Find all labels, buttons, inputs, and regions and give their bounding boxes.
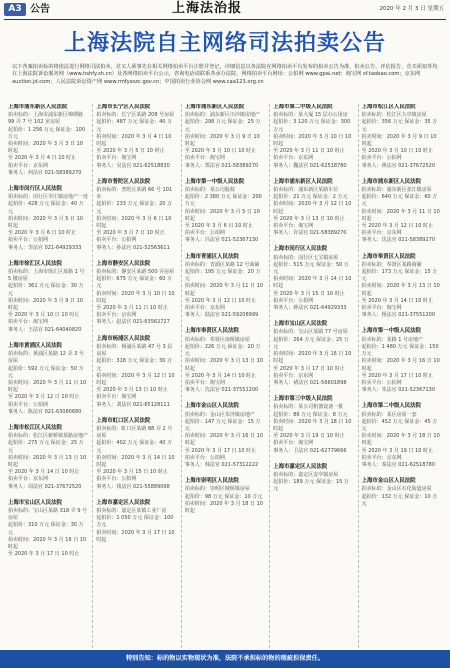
notice-line: 起拍价：2 380 万元 保证金：200 万元 <box>184 194 262 208</box>
notice-line: 拍卖标的：奉贤区南桥镇房屋 <box>184 336 250 343</box>
notice-line: 起拍价：226 万元 保证金：20 万元 <box>184 343 261 358</box>
notice-line: 拍卖标的：金山区石化街道房屋 <box>361 486 432 493</box>
notice-line: 拍卖时间：2020 年 3 月 14 日 10 时起 <box>273 276 352 290</box>
notice-line: 拍卖标的：某公司股权 <box>184 187 235 194</box>
notice-line: 拍卖标的：黄浦区某路 12 弄 3 号房屋 <box>8 351 84 365</box>
notice-line: 拍卖平台：公拍网 <box>8 237 49 244</box>
notice-line: 起拍价：264 万元 保证金：25 万元 <box>273 336 349 350</box>
notice-line: 至 2020 年 3 月 6 日 10 时止 <box>8 230 77 237</box>
notice-line: 事务人：秦法官 021-62518780 <box>361 461 436 468</box>
court-name: 上海市金山区人民法院 <box>361 478 416 485</box>
court-name: 上海市青浦区人民法院 <box>184 253 239 260</box>
notice-line: 起拍价：21 万元 保证金：2 万元 <box>273 194 348 201</box>
notice-line: 拍卖时间：2020 年 3 月 6 日 10 时起 <box>96 215 172 230</box>
notice-line: 起拍价：233 万元 保证金：20 万元 <box>96 201 173 215</box>
header-divider <box>4 19 446 20</box>
auction-notice <box>185 403 265 469</box>
notice-line: 至 2020 年 3 月 15 日 10 时止 <box>96 469 168 476</box>
notice-column <box>269 104 353 648</box>
newspaper-masthead: 上海法治报 <box>172 1 243 16</box>
notice-line: 拍卖平台：淘宝网 <box>184 379 225 386</box>
notice-line: 至 2020 年 3 月 17 日 10 时止 <box>273 365 345 372</box>
court-name: 上海市第二中级人民法院 <box>361 403 421 410</box>
auction-notice <box>362 254 442 320</box>
notice-line: 拍卖时间：2020 年 3 月 12 日 10 时起 <box>96 372 175 386</box>
notice-line: 拍卖平台：公拍网 <box>8 401 49 408</box>
notice-line: 拍卖标的：普陀区某路 66 号 101 室 <box>96 187 173 201</box>
notice-line: 拍卖平台：京东网 <box>273 155 314 162</box>
notice-line: 起拍价：189 万元 保证金：15 万元 <box>273 479 349 493</box>
notice-line: 起拍价：275 万元 保证金：25 万元 <box>8 440 84 454</box>
notice-line: 拍卖时间：2020 年 3 月 18 日 10 时起 <box>184 500 263 514</box>
court-name: 上海市静安区人民法院 <box>96 260 151 267</box>
notice-line: 拍卖时间：2020 年 3 月 13 日 10 时起 <box>184 358 263 372</box>
auction-notice <box>273 104 353 170</box>
notice-line: 拍卖平台：公拍网 <box>184 454 225 461</box>
notice-line: 至 2020 年 3 月 10 日 10 时止 <box>184 148 257 155</box>
auction-notice <box>8 104 88 177</box>
court-name: 上海市松江区人民法院 <box>8 424 62 431</box>
notice-line: 拍卖标的：某路 1 号房地产 <box>361 336 423 343</box>
notice-line: 拍卖平台：淘宝网 <box>96 155 137 162</box>
notice-line: 拍卖时间：2020 年 3 月 10 日 10 时起 <box>273 133 352 148</box>
notice-line: 事务人：吴法官 021-62518830 <box>96 162 170 169</box>
notice-line: 拍卖标的：虹口区某路 88 弄 2 号房屋 <box>96 425 173 440</box>
auction-notice <box>273 396 353 455</box>
notice-line: 起拍价：428 万元 保证金：40 万元 <box>8 201 84 215</box>
notice-line: 起拍价：173 万元 保证金：15 万元 <box>361 269 438 283</box>
auction-notice <box>96 336 176 409</box>
notice-line: 事务人：钱法官 021-55889098 <box>96 483 170 490</box>
court-name: 上海市第三中级人民法院 <box>273 396 333 403</box>
notice-line: 事务人：卫法官 021-62779666 <box>273 447 347 454</box>
notice-line: 拍卖平台：淘宝网 <box>184 155 225 162</box>
auction-notice <box>96 104 176 170</box>
footer-notice: 特别告知：标的物以实物现状为准，法院不承担标的物的瑕疵担保责任。 <box>0 650 450 668</box>
section-name: 公告 <box>30 4 50 15</box>
notice-line: 至 2020 年 3 月 13 日 10 时止 <box>96 387 168 394</box>
notice-line: 拍卖时间：2020 年 3 月 16 日 10 时起 <box>8 536 87 550</box>
auction-notice <box>273 179 353 238</box>
page-header <box>0 0 450 20</box>
notice-line: 拍卖标的：松江区九亭镇房屋 <box>361 112 427 119</box>
notice-line: 拍卖时间：2020 年 3 月 14 日 10 时起 <box>96 454 175 468</box>
court-name: 上海市金山区人民法院 <box>184 403 239 410</box>
notice-line: 拍卖标的：金山区朱泾镇房地产 <box>184 411 255 418</box>
notice-line: 事务人：杨法官 021-37551200 <box>361 312 436 319</box>
notice-line: 起拍价：356 万元 保证金：35 万元 <box>361 119 438 133</box>
notice-line: 起拍价：147 万元 保证金：15 万元 <box>184 418 261 432</box>
notice-line: 拍卖平台：淘宝网 <box>273 223 314 230</box>
notice-line: 至 2020 年 3 月 7 日 10 时止 <box>96 230 165 237</box>
notice-line: 拍卖标的：奉贤区某路商铺 <box>361 261 422 268</box>
notice-line: 至 2020 年 3 月 6 日 10 时止 <box>184 223 253 230</box>
auction-notice <box>96 179 176 252</box>
auction-notice <box>362 478 442 508</box>
notice-line: 拍卖标的：上海市浦东新区锦绣路 99 弄 7 号 102 室房屋 <box>8 112 84 126</box>
court-name: 上海市崇明区人民法院 <box>184 478 239 485</box>
announcement-intro: 以下各案拍卖标的将依法进行网络司法拍卖，竞买人须事先在相关网络拍卖平台注册并登记，详细信息以各法院在网络拍卖平台发布的拍卖公告为准。拍卖公告、评估报告、竞买须知等均在上海法院诉讼服务网（www.hshfy.sh.cn）及各网络拍卖平台公示，咨询电话请联系各承办法院。网络拍卖平台网址：公拍网 www.gpai.net；淘宝网 sf.taobao.com；京东网 auction.jd.com；人民法院诉讼资产网 www.rmfysszc.gov.cn；中国拍卖行业协会网 www.caa123.org.cn <box>12 64 438 85</box>
notice-line: 起拍价：675 万元 保证金：60 万元 <box>96 276 173 290</box>
notice-line: 事务人：何法官 021-58389270 <box>8 169 82 176</box>
notice-line: 拍卖时间：2020 年 3 月 18 日 10 时起 <box>273 418 352 432</box>
notice-line: 起拍价：132 万元 保证金：10 万元 <box>361 493 438 507</box>
notice-line: 至 2020 年 3 月 5 日 10 时止 <box>96 148 165 155</box>
notice-line: 拍卖时间：2020 年 3 月 5 日 10 时起 <box>8 215 83 230</box>
notice-line: 拍卖平台：京东网 <box>96 312 137 319</box>
notice-line: 拍卖平台：淘宝网 <box>96 394 137 401</box>
auction-notice <box>185 104 265 170</box>
auction-notice <box>8 186 88 252</box>
notice-line: 事务人：郑法官 021-58389270 <box>184 162 259 169</box>
notice-line: 事务人：褚法官 021-56601898 <box>273 379 347 386</box>
court-name: 上海市浦东新区人民法院 <box>8 104 68 110</box>
court-name: 上海市第二中级人民法院 <box>273 104 333 110</box>
notice-line: 拍卖标的：某公司机器设备一批 <box>273 404 344 411</box>
notice-line: 事务人：魏法官 021-62518780 <box>273 162 347 169</box>
notice-line: 至 2020 年 3 月 4 日 10 时止 <box>8 155 77 162</box>
court-name: 上海市奉贤区人民法院 <box>361 253 416 260</box>
notice-line: 拍卖标的：嘉定区某镇工业厂房 <box>96 507 167 514</box>
notice-line: 拍卖平台：京东网 <box>361 454 402 461</box>
notice-line: 事务人：孙法官 021-52563611 <box>96 244 170 251</box>
court-name: 上海市松江区人民法院 <box>361 104 416 110</box>
notice-line: 起拍价：98 万元 保证金：10 万元 <box>184 493 263 500</box>
notice-line: 起拍价：318 万元 保证金：30 万元 <box>96 358 173 372</box>
notice-line: 拍卖标的：杨浦区某路 47 号 3 层房屋 <box>96 343 173 358</box>
issue-date: 2020 年 2 月 3 日 星期五 <box>379 6 444 12</box>
notice-line: 拍卖时间：2020 年 3 月 4 日 10 时起 <box>96 133 172 148</box>
notice-line: 至 2020 年 3 月 14 日 10 时止 <box>361 297 433 304</box>
auction-notice <box>8 261 88 334</box>
notice-line: 起拍价：487 万元 保证金：40 万元 <box>96 119 173 133</box>
auction-notice <box>362 179 442 245</box>
court-name: 上海市虹口区人民法院 <box>96 417 151 424</box>
notice-line: 事务人：刘法官 021-65128111 <box>96 401 170 408</box>
notice-line: 拍卖平台：公拍网 <box>273 297 314 304</box>
notice-line: 事务人：韩法官 021-57312222 <box>184 461 259 468</box>
notice-line: 拍卖时间：2020 年 3 月 9 日 10 时起 <box>8 297 83 312</box>
notice-line: 拍卖平台：淘宝网 <box>8 319 49 326</box>
notice-line: 起拍价：402 万元 保证金：40 万元 <box>96 440 173 454</box>
notice-line: 事务人：朱法官 021-52367130 <box>361 387 436 394</box>
notice-line: 拍卖标的：嘉定区安亭镇房屋 <box>273 471 339 478</box>
notice-line: 起拍价：3 120 万元 保证金：300 万元 <box>273 119 351 133</box>
notice-line: 拍卖时间：2020 年 3 月 18 日 10 时起 <box>361 433 440 447</box>
auction-notice <box>96 261 176 327</box>
notice-line: 事务人：陆法官 021-59208999 <box>184 312 259 319</box>
notice-line: 事务人：许法官 021-58389270 <box>273 230 347 237</box>
notice-line: 至 2020 年 3 月 12 日 10 时止 <box>8 394 80 401</box>
notice-line: 拍卖时间：2020 年 3 月 9 日 10 时起 <box>361 133 437 148</box>
notice-line: 拍卖标的：某大厦 15 层办公用房 <box>273 112 348 119</box>
notice-line: 拍卖平台：公拍网 <box>361 155 402 162</box>
auction-notice <box>362 104 442 170</box>
notice-line: 起拍价：310 万元 保证金：30 万元 <box>8 522 84 536</box>
notice-line: 至 2020 年 3 月 10 日 10 时止 <box>361 148 433 155</box>
notice-line: 拍卖时间：2020 年 3 月 9 日 10 时起 <box>184 133 260 148</box>
notice-line: 拍卖标的：静安区某路 500 弄房屋 <box>96 269 175 276</box>
notice-line: 拍卖平台：京东网 <box>8 162 49 169</box>
notice-line: 拍卖平台：公拍网 <box>184 230 225 237</box>
notice-line: 拍卖平台：京东网 <box>8 476 49 483</box>
notice-line: 拍卖平台：淘宝网 <box>361 305 402 312</box>
notice-line: 拍卖标的：青浦区某路 12 号商铺 <box>184 261 260 268</box>
notice-columns <box>8 104 442 648</box>
notice-line: 拍卖时间：2020 年 3 月 10 日 10 时起 <box>96 290 175 304</box>
notice-line: 事务人：沈法官 021-58389270 <box>361 237 436 244</box>
notice-column <box>181 104 265 648</box>
auction-notice <box>362 328 442 394</box>
notice-line: 至 2020 年 3 月 12 日 10 时止 <box>184 297 257 304</box>
auction-notice <box>8 500 88 559</box>
auction-notice <box>96 418 176 491</box>
court-name: 上海市徐汇区人民法院 <box>8 260 62 267</box>
notice-line: 事务人：李法官 021-64929333 <box>8 244 82 251</box>
notice-line: 拍卖标的：浦东新区张江镇房屋 <box>361 187 432 194</box>
court-name: 上海市浦东新区人民法院 <box>184 104 245 110</box>
notice-line: 拍卖标的：上海市徐汇区某路 1 号 5 楼房屋 <box>8 269 85 283</box>
notice-line: 至 2020 年 3 月 13 日 10 时止 <box>273 215 345 222</box>
court-name: 上海市宝山区人民法院 <box>273 321 328 328</box>
court-name: 上海市黄浦区人民法院 <box>8 342 62 349</box>
notice-line: 拍卖时间：2020 年 3 月 11 日 10 时起 <box>184 283 263 297</box>
notice-line: 至 2020 年 3 月 12 日 10 时止 <box>361 223 433 230</box>
notice-column <box>358 104 442 648</box>
notice-line: 拍卖标的：松江区新桥镇某路房地产 <box>8 433 89 440</box>
notice-line: 拍卖标的：宝山区某路 77 号房屋 <box>273 329 348 336</box>
notice-line: 拍卖时间：2020 年 3 月 5 日 10 时起 <box>184 208 260 222</box>
notice-line: 至 2020 年 3 月 10 日 10 时止 <box>8 312 80 319</box>
notice-line: 拍卖标的：宝山区某路 318 弄 9 号房屋 <box>8 507 88 522</box>
notice-line: 起拍价：298 万元 保证金：25 万元 <box>184 119 261 133</box>
auction-notice <box>8 425 88 491</box>
auction-notice <box>8 343 88 416</box>
notice-line: 事务人：陈法官 021-63080680 <box>8 408 82 415</box>
notice-line: 拍卖平台：京东网 <box>361 230 402 237</box>
notice-line: 拍卖时间：2020 年 3 月 3 日 10 时起 <box>8 141 83 155</box>
notice-line: 事务人：周法官 021-37672520 <box>8 483 82 490</box>
court-name: 上海市嘉定区人民法院 <box>273 463 328 470</box>
notice-line: 拍卖平台：公拍网 <box>361 379 402 386</box>
notice-line: 拍卖标的：闵行区七宝镇房屋 <box>273 254 339 261</box>
notice-line: 拍卖时间：2020 年 3 月 16 日 10 时起 <box>361 358 440 372</box>
notice-line: 至 2020 年 3 月 19 日 10 时止 <box>361 447 433 454</box>
notice-line: 起拍价：195 万元 保证金：20 万元 <box>184 269 261 283</box>
notice-line: 拍卖标的：浦东新区某路车位 <box>273 187 339 194</box>
notice-line: 起拍价：452 万元 保证金：45 万元 <box>361 418 438 432</box>
notice-line: 至 2020 年 3 月 19 日 10 时止 <box>273 433 345 440</box>
notice-line: 至 2020 年 3 月 17 日 10 时止 <box>8 551 80 558</box>
notice-line: 起拍价：1 050 万元 保证金：100 万元 <box>96 515 174 529</box>
notice-line: 拍卖时间：2020 年 3 月 17 日 10 时起 <box>96 529 175 543</box>
notice-line: 起拍价：1 480 万元 保证金：150 万元 <box>361 343 439 358</box>
notice-line: 至 2020 年 3 月 14 日 10 时止 <box>184 372 257 379</box>
notice-line: 拍卖标的：崇明区城桥镇房屋 <box>184 486 250 493</box>
notice-line: 拍卖平台：京东网 <box>184 305 225 312</box>
auction-notice <box>185 478 265 515</box>
auction-notice <box>362 403 442 469</box>
auction-notice <box>185 328 265 394</box>
notice-line: 事务人：蒋法官 021-64929333 <box>273 305 347 312</box>
notice-line: 拍卖时间：2020 年 3 月 12 日 10 时起 <box>273 201 352 215</box>
notice-line: 拍卖平台：公拍网 <box>96 476 137 483</box>
court-name: 上海市嘉定区人民法院 <box>96 499 151 506</box>
court-name: 上海市宝山区人民法院 <box>8 499 62 506</box>
notice-column <box>92 104 176 648</box>
auction-notice <box>96 500 176 544</box>
auction-notice <box>185 179 265 245</box>
auction-notice <box>273 464 353 494</box>
court-name: 上海市浦东新区人民法院 <box>273 178 333 185</box>
notice-line: 至 2020 年 3 月 17 日 10 时止 <box>184 447 257 454</box>
notice-line: 至 2020 年 3 月 15 日 10 时止 <box>273 290 345 297</box>
notice-line: 起拍价：86 万元 保证金：8 万元 <box>273 411 348 418</box>
notice-line: 拍卖平台：公拍网 <box>96 237 137 244</box>
court-name: 上海市普陀区人民法院 <box>96 178 151 185</box>
notice-line: 拍卖标的：某区房屋一套 <box>361 411 417 418</box>
notice-line: 至 2020 年 3 月 14 日 10 时止 <box>8 469 80 476</box>
notice-line: 拍卖标的：长宁区某路 208 号房屋 <box>96 112 175 119</box>
notice-line: 拍卖标的：闵行区莘庄镇房地产一处 <box>8 194 89 201</box>
notice-line: 起拍价：361 万元 保证金：30 万元 <box>8 283 84 297</box>
page-number-badge: A3 <box>4 3 26 16</box>
notice-line: 拍卖时间：2020 年 3 月 13 日 10 时起 <box>8 454 87 468</box>
notice-line: 事务人：王法官 021-64040820 <box>8 326 82 333</box>
notice-line: 至 2020 年 3 月 11 日 10 时止 <box>273 148 345 155</box>
notice-line: 拍卖时间：2020 年 3 月 11 日 10 时起 <box>8 379 87 394</box>
court-name: 上海市第一中级人民法院 <box>361 328 421 335</box>
notice-line: 拍卖时间：2020 年 3 月 16 日 10 时起 <box>273 351 352 365</box>
notice-line: 拍卖时间：2020 年 3 月 16 日 10 时起 <box>184 433 263 447</box>
court-name: 上海市杨浦区人民法院 <box>96 335 151 342</box>
announcement-title: 上海法院自主网络司法拍卖公告 <box>63 31 386 56</box>
notice-line: 拍卖标的：浦东新区川沙镇房地产 <box>184 112 260 119</box>
auction-notice <box>273 321 353 387</box>
notice-line: 起拍价：640 万元 保证金：60 万元 <box>361 194 438 208</box>
notice-line: 至 2020 年 3 月 17 日 10 时止 <box>361 372 433 379</box>
notice-line: 起拍价：515 万元 保证金：50 万元 <box>273 261 349 276</box>
court-name: 上海市第一中级人民法院 <box>184 178 245 185</box>
notice-line: 拍卖时间：2020 年 3 月 11 日 10 时起 <box>361 208 440 222</box>
auction-notice <box>185 254 265 320</box>
court-name: 上海市奉贤区人民法院 <box>184 328 239 335</box>
notice-line: 起拍价：592 万元 保证金：50 万元 <box>8 365 84 379</box>
court-name: 上海市长宁区人民法院 <box>96 104 151 110</box>
court-name: 上海市闵行区人民法院 <box>273 246 328 253</box>
court-name: 上海市浦东新区人民法院 <box>361 178 421 185</box>
notice-line: 事务人：冯法官 021-52367130 <box>184 237 259 244</box>
notice-line: 起拍价：1 256 万元 保证金：100 万元 <box>8 126 86 140</box>
notice-line: 拍卖平台：京东网 <box>273 372 314 379</box>
notice-line: 事务人：赵法官 021-63562727 <box>96 319 170 326</box>
notice-line: 事务人：沈法官 021-37551200 <box>184 387 259 394</box>
notice-line: 拍卖平台：淘宝网 <box>273 440 314 447</box>
notice-line: 至 2020 年 3 月 11 日 10 时止 <box>96 305 168 312</box>
notice-line: 事务人：蒋法官 021-37672520 <box>361 162 436 169</box>
notice-column <box>8 104 88 648</box>
auction-notice <box>273 246 353 312</box>
notice-line: 拍卖时间：2020 年 3 月 13 日 10 时起 <box>361 283 440 297</box>
court-name: 上海市闵行区人民法院 <box>8 186 62 193</box>
